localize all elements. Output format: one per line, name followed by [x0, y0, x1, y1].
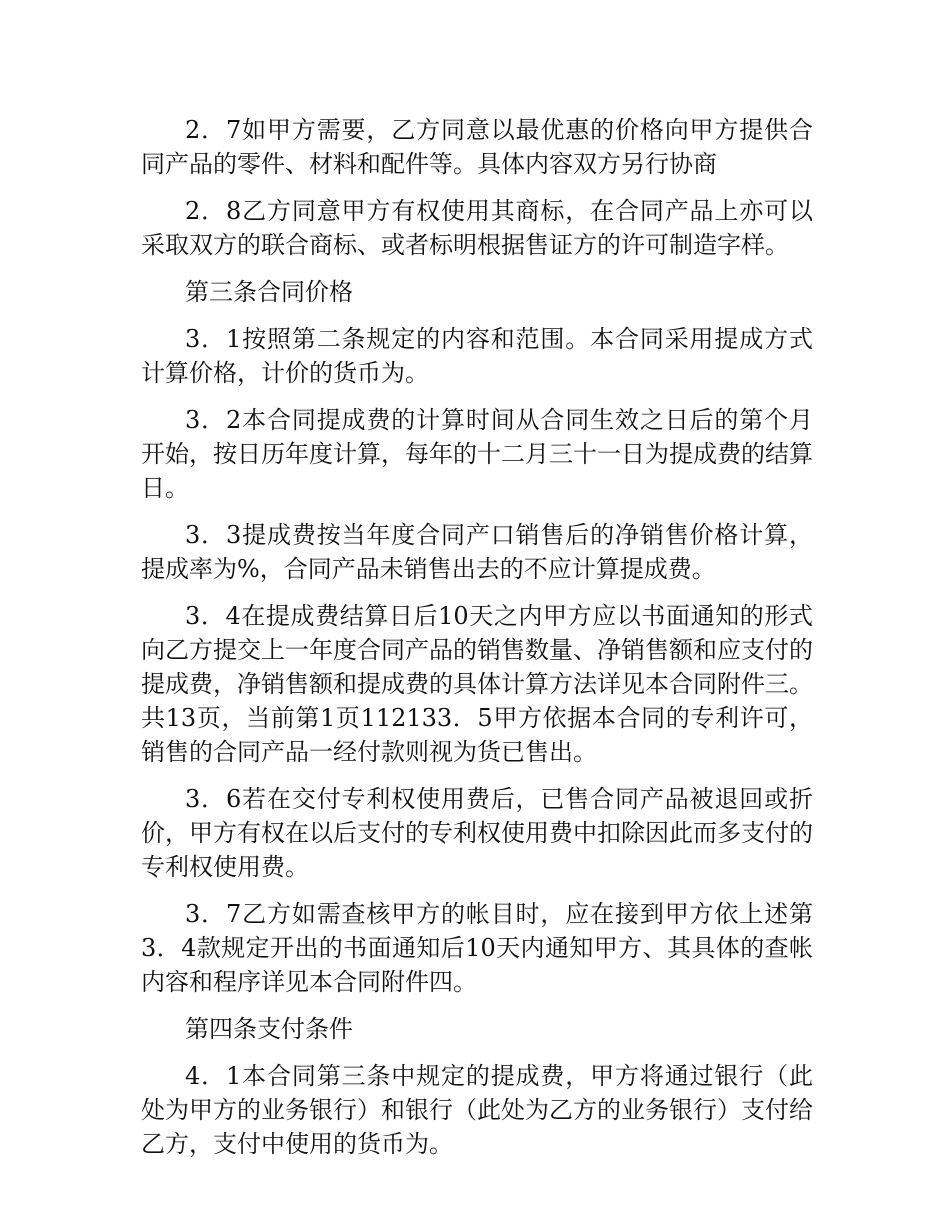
clause-3-1: 3．1按照第二条规定的内容和范围。本合同采用提成方式计算价格，计价的货币为。	[141, 325, 813, 387]
section-heading-article-4: 第四条支付条件	[185, 1015, 353, 1043]
clause-3-7: 3．7乙方如需查核甲方的帐目时，应在接到甲方依上述第3．4款规定开出的书面通知后10天内通知甲方、其具体的查帐内容和程序详见本合同附件四。	[141, 900, 813, 996]
clause-3-3: 3．3提成费按当年度合同产口销售后的净销售价格计算，提成率为%，合同产品未销售出去的不应计算提成费。	[141, 521, 813, 583]
section-heading-article-3: 第三条合同价格	[185, 278, 353, 306]
clause-3-2: 3．2本合同提成费的计算时间从合同生效之日后的第个月开始，按日历年度计算，每年的十二月三十一日为提成费的结算日。	[141, 406, 813, 502]
clause-3-6: 3．6若在交付专利权使用费后，已售合同产品被退回或折价，甲方有权在以后支付的专利权使用费中扣除因此而多支付的专利权使用费。	[141, 785, 813, 881]
clause-2-8: 2．8乙方同意甲方有权使用其商标，在合同产品上亦可以采取双方的联合商标、或者标明根据售证方的许可制造字样。	[141, 197, 813, 259]
clause-4-1: 4．1本合同第三条中规定的提成费，甲方将通过银行（此处为甲方的业务银行）和银行（此处为乙方的业务银行）支付给乙方，支付中使用的货币为。	[141, 1062, 813, 1158]
clause-2-7: 2．7如甲方需要，乙方同意以最优惠的价格向甲方提供合同产品的零件、材料和配件等。具体内容双方另行协商	[141, 116, 813, 178]
clause-3-4: 3．4在提成费结算日后10天之内甲方应以书面通知的形式向乙方提交上一年度合同产品的销售数量、净销售额和应支付的提成费，净销售额和提成费的具体计算方法详见本合同附件三。共13页，当前第1页112133．5甲方依据本合同的专利许可，销售的合同产品一经付款则视为货已售出。	[141, 602, 813, 766]
document-body	[141, 113, 813, 1174]
